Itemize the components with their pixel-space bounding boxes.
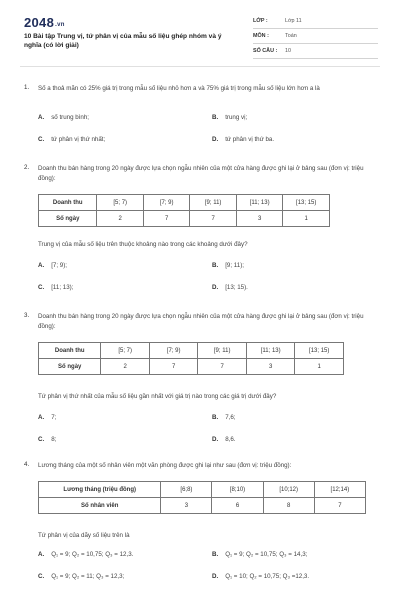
table-cell: [13; 15) — [295, 343, 344, 359]
table-header-cell: Số nhân viên — [39, 498, 161, 514]
option-letter: C. — [38, 136, 45, 143]
option-d[interactable] — [212, 284, 248, 291]
option-text: 8; — [51, 436, 57, 443]
option-letter: D. — [212, 284, 219, 291]
data-table — [38, 194, 330, 227]
table-row — [39, 359, 344, 375]
option-a[interactable] — [38, 262, 67, 269]
meta-row-count — [253, 44, 378, 59]
meta-value: Toán — [285, 33, 297, 39]
table-cell: [11; 13) — [236, 195, 283, 211]
option-letter: B. — [212, 114, 219, 121]
option-letter: D. — [212, 573, 219, 580]
question-text: Số a thoả mãn có 25% giá trị trong mẫu số liệu nhỏ hơn a và 75% giá trị trong mẫu số liệu lớn hơn a là — [38, 85, 320, 92]
option-c[interactable] — [38, 573, 124, 580]
table-cell: [6;8) — [161, 482, 212, 498]
option-letter: C. — [38, 436, 45, 443]
table-row — [39, 498, 366, 514]
data-table — [38, 342, 344, 375]
meta-key: SỐ CÂU : — [253, 48, 278, 54]
option-c[interactable] — [38, 284, 73, 291]
table-cell: [9; 11) — [190, 195, 237, 211]
table-cell: [7; 9) — [143, 195, 189, 211]
table-cell: [5; 7) — [101, 343, 149, 359]
meta-box — [253, 14, 378, 59]
question-number: 3. — [24, 312, 30, 319]
option-d[interactable] — [212, 573, 309, 580]
option-text: 7; — [51, 414, 57, 421]
question-number: 2. — [24, 164, 30, 171]
option-letter: D. — [212, 436, 219, 443]
meta-key: LỚP : — [253, 18, 268, 24]
option-text: trung vị; — [225, 114, 248, 121]
table-cell: [10;12) — [263, 482, 314, 498]
option-text: số trung bình; — [51, 114, 90, 121]
table-cell: [12;14) — [314, 482, 365, 498]
table-cell: 6 — [212, 498, 263, 514]
option-text: Q₁ = 9; Q₂ = 11; Q₃ = 12,3; — [51, 573, 125, 580]
table-cell: 1 — [283, 211, 330, 227]
option-letter: B. — [212, 414, 219, 421]
option-text: [9; 11); — [225, 262, 244, 269]
question-prompt: Trung vị của mẫu số liệu trên thuộc khoảng nào trong các khoảng dưới đây? — [38, 241, 248, 248]
question-prompt: Tứ phân vị thứ nhất của mẫu số liệu gần nhất với giá trị nào trong các giá trị dưới đây? — [38, 393, 277, 400]
logo-text: 2048 — [24, 15, 55, 30]
table-row — [39, 343, 344, 359]
option-a[interactable] — [38, 414, 56, 421]
option-letter: A. — [38, 114, 45, 121]
option-text: Q₁ = 9; Q₂ = 10,75; Q₃ = 14,3; — [225, 551, 308, 558]
option-text: Q₁ = 10; Q₂ = 10,75; Q₃ =12,3. — [225, 573, 310, 580]
table-header-cell: Số ngày — [39, 211, 97, 227]
option-letter: B. — [212, 551, 219, 558]
table-cell: 7 — [149, 359, 197, 375]
table-cell: 3 — [161, 498, 212, 514]
question-text: Doanh thu bán hàng trong 20 ngày được lựa chọn ngẫu nhiên của một cửa hàng được ghi lại ở bảng sau (đơn vị: triệu đồng): — [38, 313, 364, 330]
table-row — [39, 482, 366, 498]
table-cell: 7 — [314, 498, 365, 514]
option-d[interactable] — [212, 436, 236, 443]
option-text: tứ phân vị thứ ba. — [225, 136, 275, 143]
option-text: 7,6; — [225, 414, 236, 421]
option-b[interactable] — [212, 414, 236, 421]
option-letter: C. — [38, 284, 45, 291]
table-cell: [13; 15) — [283, 195, 330, 211]
table-cell: 7 — [198, 359, 247, 375]
option-text: [13; 15). — [225, 284, 248, 291]
option-c[interactable] — [38, 136, 105, 143]
option-letter: B. — [212, 262, 219, 269]
option-a[interactable] — [38, 114, 89, 121]
option-c[interactable] — [38, 436, 56, 443]
table-cell: [9; 11) — [198, 343, 247, 359]
option-letter: C. — [38, 573, 45, 580]
table-cell: 3 — [236, 211, 283, 227]
option-a[interactable] — [38, 551, 133, 558]
table-cell: 7 — [143, 211, 189, 227]
meta-key: MÔN : — [253, 33, 269, 39]
table-cell: 2 — [97, 211, 143, 227]
question-number: 1. — [24, 84, 30, 91]
meta-row-subject — [253, 29, 378, 44]
table-header-cell: Số ngày — [39, 359, 101, 375]
option-b[interactable] — [212, 262, 244, 269]
data-table — [38, 481, 366, 514]
table-cell: [11; 13) — [246, 343, 295, 359]
table-header-cell: Doanh thu — [39, 195, 97, 211]
question-number: 4. — [24, 461, 30, 468]
option-text: tứ phân vị thứ nhất; — [51, 136, 106, 143]
option-letter: D. — [212, 136, 219, 143]
option-letter: A. — [38, 262, 45, 269]
site-logo[interactable] — [24, 15, 65, 30]
meta-value: Lớp 11 — [285, 18, 302, 24]
question-text: Lương tháng của một số nhân viên một văn phòng được ghi lại như sau (đơn vị: triệu đồng): — [38, 462, 292, 469]
header-divider — [20, 66, 380, 67]
table-cell: 1 — [295, 359, 344, 375]
table-cell: 3 — [246, 359, 295, 375]
meta-value: 10 — [285, 48, 291, 54]
option-b[interactable] — [212, 551, 307, 558]
document-title: 10 Bài tập Trung vị, tứ phân vị của mẫu số liệu ghép nhóm và ý nghĩa (có lời giải) — [24, 33, 222, 49]
logo-suffix: .vn — [55, 22, 65, 28]
table-header-cell: Doanh thu — [39, 343, 101, 359]
question-prompt: Tứ phân vị của dãy số liệu trên là — [38, 532, 130, 539]
question-text: Doanh thu bán hàng trong 20 ngày được lựa chọn ngẫu nhiên của một cửa hàng được ghi lại ở bảng sau (đơn vị: triệu đồng): — [38, 165, 364, 182]
meta-row-class — [253, 14, 378, 29]
table-header-cell: Lương tháng (triệu đồng) — [39, 482, 161, 498]
table-cell: [5; 7) — [97, 195, 143, 211]
table-cell: 2 — [101, 359, 149, 375]
table-row — [39, 195, 330, 211]
option-text: [7; 9); — [51, 262, 68, 269]
option-text: Q₁ = 9; Q₂ = 10,75; Q₃ = 12,3. — [51, 551, 134, 558]
table-cell: [8;10) — [212, 482, 263, 498]
option-letter: A. — [38, 551, 45, 558]
table-row — [39, 211, 330, 227]
option-b[interactable] — [212, 114, 247, 121]
option-letter: A. — [38, 414, 45, 421]
option-text: 8,6. — [225, 436, 236, 443]
option-d[interactable] — [212, 136, 274, 143]
table-cell: 7 — [190, 211, 237, 227]
table-cell: 8 — [263, 498, 314, 514]
table-cell: [7; 9) — [149, 343, 197, 359]
option-text: [11; 13); — [51, 284, 74, 291]
